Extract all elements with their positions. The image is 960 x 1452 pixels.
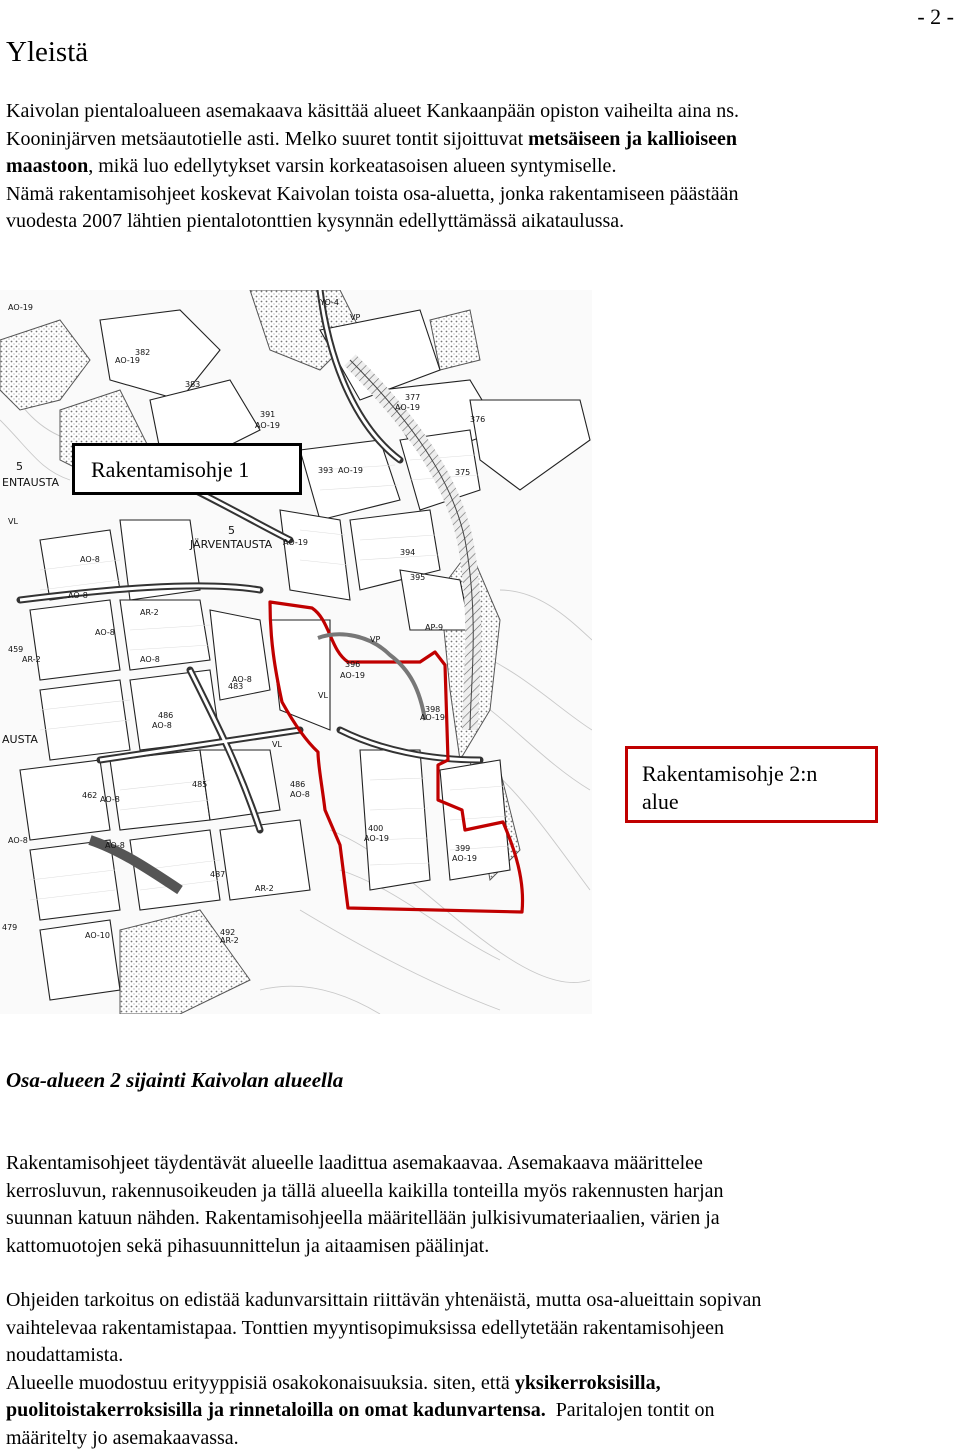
map-text: 391	[260, 410, 275, 419]
intro-line	[6, 153, 950, 181]
intro-text: Kooninjärven metsäautotielle asti. Melko suuret tontit sijoittuvat	[6, 128, 528, 150]
map-text: AO-19	[8, 303, 33, 312]
paragraph-line: suunnan katuun nähden. Rakentamisohjeella määritellään julkisivumateriaalien, värien ja	[6, 1205, 950, 1233]
map-text: AO-19	[283, 538, 308, 547]
map-text: 395	[410, 573, 425, 582]
map-text: AR-2	[22, 655, 41, 664]
intro-bold-text: maastoon	[6, 155, 88, 177]
map-text: AO-8	[68, 591, 88, 600]
map-text: AR-2	[220, 936, 239, 945]
map-text: AO-19	[364, 834, 389, 843]
map-text: AR-2	[255, 884, 274, 893]
map-text: 486	[158, 711, 173, 720]
map-text: 383	[185, 380, 200, 389]
map-text: 396	[345, 660, 360, 669]
paragraph-line: noudattamista.	[6, 1342, 950, 1370]
intro-line	[6, 126, 950, 154]
map-text: AO-8	[105, 841, 125, 850]
map-text: AO-19	[452, 854, 477, 863]
map-text: VP	[350, 313, 360, 322]
map-text: 382	[135, 348, 150, 357]
map-text: AO-8	[95, 628, 115, 637]
paragraph-text: Paritalojen tontit on	[546, 1399, 715, 1421]
map-text: 399	[455, 844, 470, 853]
paragraph-line: Ohjeiden tarkoitus on edistää kadunvarsittain riittävän yhtenäistä, mutta osa-alueittain sopivan	[6, 1287, 950, 1315]
map-text: AO-8	[8, 836, 28, 845]
map-text: AO-19	[338, 466, 363, 475]
page-number: - 2 -	[917, 4, 954, 30]
paragraph-line	[6, 1370, 950, 1398]
paragraph-line: kerrosluvun, rakennusoikeuden ja tällä alueella kaikilla tonteilla myös rakennusten harjan	[6, 1178, 950, 1206]
guideline-1-label: Rakentamisohje 1	[72, 443, 302, 495]
map-text: 375	[455, 468, 470, 477]
paragraph-2	[6, 1150, 950, 1260]
guideline-2-label-line: Rakentamisohje 2:n	[642, 760, 875, 788]
map-text: AO-8	[80, 555, 100, 564]
intro-bold-text: metsäiseen ja kallioiseen	[528, 128, 737, 150]
map-text: AO-19	[420, 713, 445, 722]
paragraph-bold-text: yksikerroksisilla,	[515, 1372, 661, 1394]
paragraph-bold-text: puolitoistakerroksisilla ja rinnetaloilla on omat kadunvartensa.	[6, 1399, 546, 1421]
section-heading: Yleistä	[6, 36, 88, 69]
intro-line: Kaivolan pientaloalueen asemakaava käsittää alueet Kankaanpään opiston vaiheilta aina ns.	[6, 98, 950, 126]
map-text: 376	[470, 415, 485, 424]
zoning-map-drawing	[0, 290, 592, 1014]
map-text: 459	[8, 645, 23, 654]
map-text: 400	[368, 824, 383, 833]
map-text: 394	[400, 548, 415, 557]
map-text: JÄRVENTAUSTA	[189, 538, 273, 551]
map-text: 487	[210, 870, 225, 879]
paragraph-line: kattomuotojen sekä pihasuunnittelun ja aitaamisen päälinjat.	[6, 1233, 950, 1261]
map-text: AO-19	[395, 403, 420, 412]
map-text: VL	[8, 517, 18, 526]
intro-line: Nämä rakentamisohjeet koskevat Kaivolan toista osa-aluetta, jonka rakentamiseen päästään	[6, 181, 950, 209]
map-text: AO-8	[100, 795, 120, 804]
guideline-2-label-line: alue	[642, 788, 875, 816]
map-text: 5	[228, 524, 235, 537]
map-text: VP	[370, 635, 380, 644]
map-text: AO-19	[340, 671, 365, 680]
intro-paragraph	[6, 98, 950, 236]
map-text: AO-8	[290, 790, 310, 799]
map-text: AUSTA	[2, 733, 38, 746]
map-text: AO-8	[152, 721, 172, 730]
map-text: AP-9	[425, 623, 443, 632]
paragraph-text: Alueelle muodostuu erityyppisiä osakokonaisuuksia. siten, että	[6, 1372, 515, 1394]
intro-text: , mikä luo edellytykset varsin korkeatasoisen alueen syntymiselle.	[88, 155, 616, 177]
map-text: AO-8	[232, 675, 252, 684]
map-text: 377	[405, 393, 420, 402]
paragraph-line	[6, 1397, 950, 1425]
guideline-2-area-label	[625, 746, 878, 823]
map-text: AO-8	[140, 655, 160, 664]
zoning-map	[0, 290, 592, 1014]
paragraph-3	[6, 1287, 950, 1452]
map-text: YO-4	[319, 298, 339, 307]
map-text: 483	[228, 682, 243, 691]
map-text: AR-2	[140, 608, 159, 617]
map-text: 462	[82, 791, 97, 800]
map-text: 479	[2, 923, 17, 932]
map-text: 492	[220, 928, 235, 937]
map-caption: Osa-alueen 2 sijainti Kaivolan alueella	[6, 1068, 343, 1093]
map-text: VL	[318, 691, 328, 700]
map-text: AO-10	[85, 931, 110, 940]
paragraph-line: vaihtelevaa rakentamistapaa. Tonttien myyntisopimuksissa edellytetään rakentamisohjeen	[6, 1315, 950, 1343]
map-text: AO-19	[115, 356, 140, 365]
map-text: 393	[318, 466, 333, 475]
map-text: 398	[425, 705, 440, 714]
intro-line: vuodesta 2007 lähtien pientalotonttien kysynnän edellyttämässä aikataulussa.	[6, 208, 950, 236]
paragraph-line: Rakentamisohjeet täydentävät alueelle laadittua asemakaavaa. Asemakaava määrittelee	[6, 1150, 950, 1178]
map-text: ENTAUSTA	[2, 476, 59, 489]
map-text: VL	[272, 740, 282, 749]
map-text: 486	[290, 780, 305, 789]
map-text: 485	[192, 780, 207, 789]
paragraph-line: määritelty jo asemakaavassa.	[6, 1425, 950, 1452]
map-text: AO-19	[255, 421, 280, 430]
map-text: 5	[16, 460, 23, 473]
